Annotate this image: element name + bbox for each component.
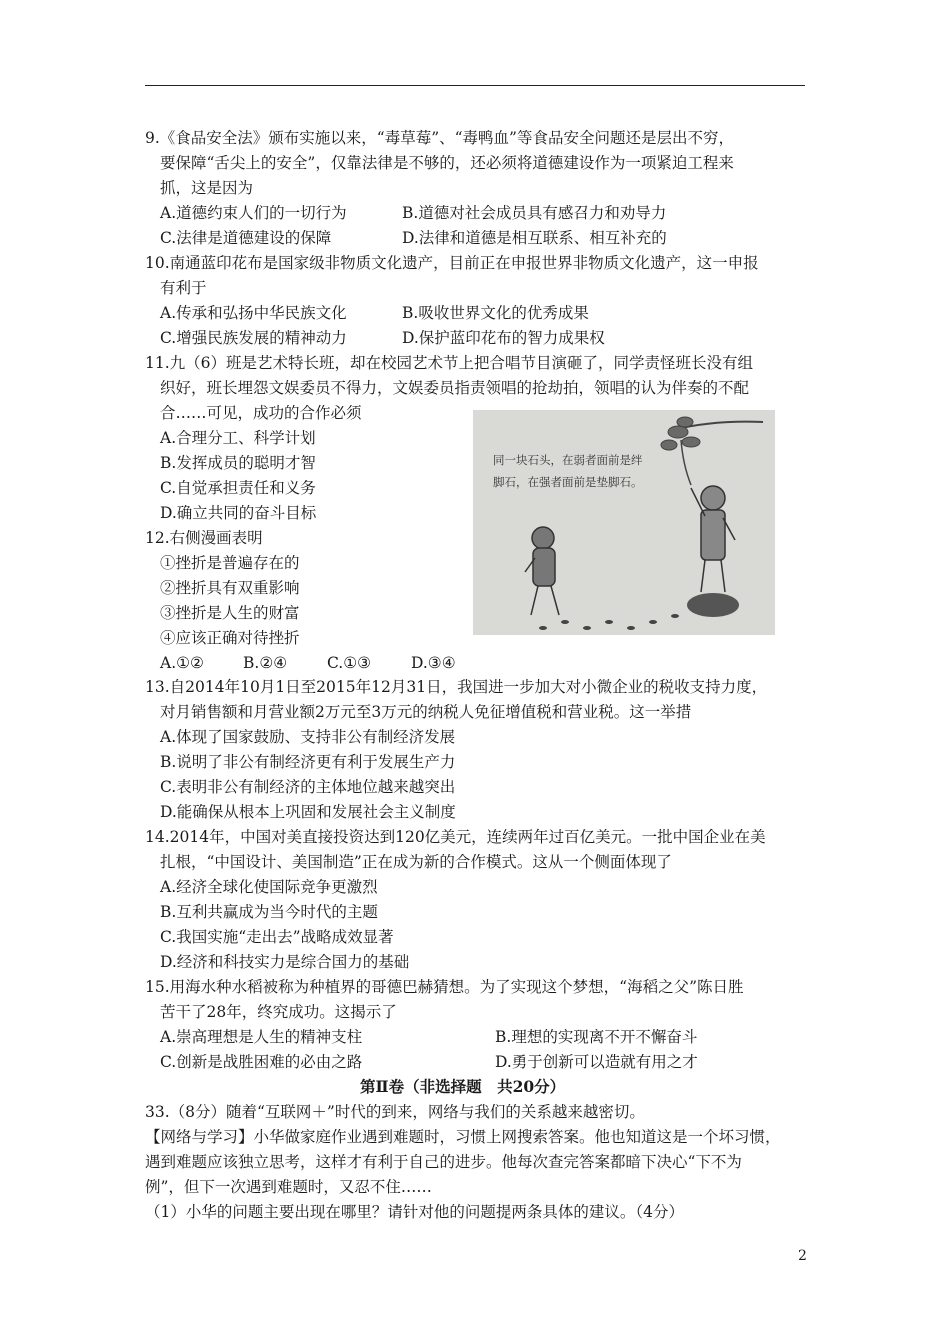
q9-option-a: A.道德约束人们的一切行为 bbox=[160, 204, 347, 222]
stone bbox=[687, 593, 739, 617]
q12-item-1: ①挫折是普遍存在的 bbox=[160, 554, 300, 572]
q14-stem-line-2: 扎根，“中国设计、美国制造”正在成为新的合作模式。这从一个侧面体现了 bbox=[160, 853, 672, 871]
q9-stem-line-2: 要保障“舌尖上的安全”，仅靠法律是不够的，还必须将道德建设作为一项紧迫工程来 bbox=[160, 154, 734, 172]
q15-stem-line-1: 15.用海水种水稻被称为种植界的哥德巴赫猜想。为了实现这个梦想，“海稻之父”陈日胜 bbox=[145, 978, 744, 996]
q14-option-b: B.互利共赢成为当今时代的主题 bbox=[160, 903, 378, 921]
q11-stem-line-1: 11.九（6）班是艺术特长班，却在校园艺术节上把合唱节目演砸了，同学责怪班长没有组 bbox=[145, 354, 754, 372]
q33-material-line-1: 【网络与学习】小华做家庭作业遇到难题时，习惯上网搜索答案。他也知道这是一个坏习惯， bbox=[145, 1128, 781, 1146]
q9-option-b: B.道德对社会成员具有感召力和劝导力 bbox=[402, 204, 667, 222]
q13-option-c: C.表明非公有制经济的主体地位越来越突出 bbox=[160, 778, 456, 796]
q9-option-d: D.法律和道德是相互联系、相互补充的 bbox=[402, 229, 667, 247]
q9-stem-line-1: 9.《食品安全法》颁布实施以来，“毒草莓”、“毒鸭血”等食品安全问题还是层出不穷， bbox=[145, 129, 734, 147]
q12-option-c: C.①③ bbox=[327, 654, 372, 672]
q14-option-c: C.我国实施“走出去”战略成效显著 bbox=[160, 928, 394, 946]
q12-option-b: B.②④ bbox=[243, 654, 288, 672]
q10-stem-line-2: 有利于 bbox=[160, 279, 207, 297]
q14-stem-line-1: 14.2014年，中国对美直接投资达到120亿美元，连续两年过百亿美元。一批中国企业在美 bbox=[145, 828, 766, 846]
q10-option-a: A.传承和弘扬中华民族文化 bbox=[160, 304, 347, 322]
q10-option-b: B.吸收世界文化的优秀成果 bbox=[402, 304, 589, 322]
q12-item-2: ②挫折具有双重影响 bbox=[160, 579, 300, 597]
q11-option-c: C.自觉承担责任和义务 bbox=[160, 479, 316, 497]
q33-subquestion-1: （1）小华的问题主要出现在哪里？请针对他的问题提两条具体的建议。（4分） bbox=[145, 1203, 684, 1221]
q13-stem-line-2: 对月销售额和月营业额2万元至3万元的纳税人免征增值税和营业税。这一举措 bbox=[160, 703, 692, 721]
q11-stem-line-2: 织好，班长埋怨文娱委员不得力，文娱委员指责领唱的抢劫拍，领唱的认为伴奏的不配 bbox=[160, 379, 750, 397]
q11-option-d: D.确立共同的奋斗目标 bbox=[160, 504, 317, 522]
q11-stem-line-3: 合……可见，成功的合作必须 bbox=[160, 404, 362, 422]
q33-material-line-2: 遇到难题应该独立思考，这样才有利于自己的进步。他每次查完答案都暗下决心“下不为 bbox=[145, 1153, 742, 1171]
cartoon-caption-1: 同一块石头，在弱者面前是绊 bbox=[493, 453, 643, 467]
q14-option-a: A.经济全球化使国际竞争更激烈 bbox=[160, 878, 378, 896]
q13-stem-line-1: 13.自2014年10月1日至2015年12月31日，我国进一步加大对小微企业的税收支持力度， bbox=[145, 678, 768, 696]
q15-option-a: A.崇高理想是人生的精神支柱 bbox=[160, 1028, 363, 1046]
q13-option-d: D.能确保从根本上巩固和发展社会主义制度 bbox=[160, 803, 456, 821]
cartoon-caption-2: 脚石，在强者面前是垫脚石。 bbox=[493, 475, 643, 489]
header-rule bbox=[145, 85, 805, 86]
q12-item-3: ③挫折是人生的财富 bbox=[160, 604, 300, 622]
q15-option-b: B.理想的实现离不开不懈奋斗 bbox=[495, 1028, 698, 1046]
q12-stem: 12.右侧漫画表明 bbox=[145, 529, 263, 547]
cartoon-image bbox=[473, 410, 775, 635]
part2-heading: 第Ⅱ卷（非选择题 共20分） bbox=[360, 1077, 566, 1096]
q12-option-d: D.③④ bbox=[411, 654, 456, 672]
q33-material-line-3: 例”，但下一次遇到难题时，又忍不住…… bbox=[145, 1178, 432, 1196]
q10-stem-line-1: 10.南通蓝印花布是国家级非物质文化遗产，目前正在申报世界非物质文化遗产，这一申报 bbox=[145, 254, 759, 272]
q15-stem-line-2: 苦干了28年，终究成功。这揭示了 bbox=[160, 1003, 397, 1021]
q12-item-4: ④应该正确对待挫折 bbox=[160, 629, 300, 647]
q13-option-b: B.说明了非公有制经济更有利于发展生产力 bbox=[160, 753, 456, 771]
q14-option-d: D.经济和科技实力是综合国力的基础 bbox=[160, 953, 410, 971]
q13-option-a: A.体现了国家鼓励、支持非公有制经济发展 bbox=[160, 728, 456, 746]
q15-option-d: D.勇于创新可以造就有用之才 bbox=[495, 1053, 698, 1071]
q11-option-b: B.发挥成员的聪明才智 bbox=[160, 454, 316, 472]
q10-option-c: C.增强民族发展的精神动力 bbox=[160, 329, 347, 347]
q15-option-c: C.创新是战胜困难的必由之路 bbox=[160, 1053, 363, 1071]
q9-option-c: C.法律是道德建设的保障 bbox=[160, 229, 332, 247]
q33-stem: 33.（8分）随着“互联网＋”时代的到来，网络与我们的关系越来越密切。 bbox=[145, 1103, 645, 1121]
q11-option-a: A.合理分工、科学计划 bbox=[160, 429, 316, 447]
q12-option-a: A.①② bbox=[160, 654, 204, 672]
q9-stem-line-3: 抓，这是因为 bbox=[160, 179, 254, 197]
q10-option-d: D.保护蓝印花布的智力成果权 bbox=[402, 329, 605, 347]
page-number: 2 bbox=[798, 1248, 807, 1264]
